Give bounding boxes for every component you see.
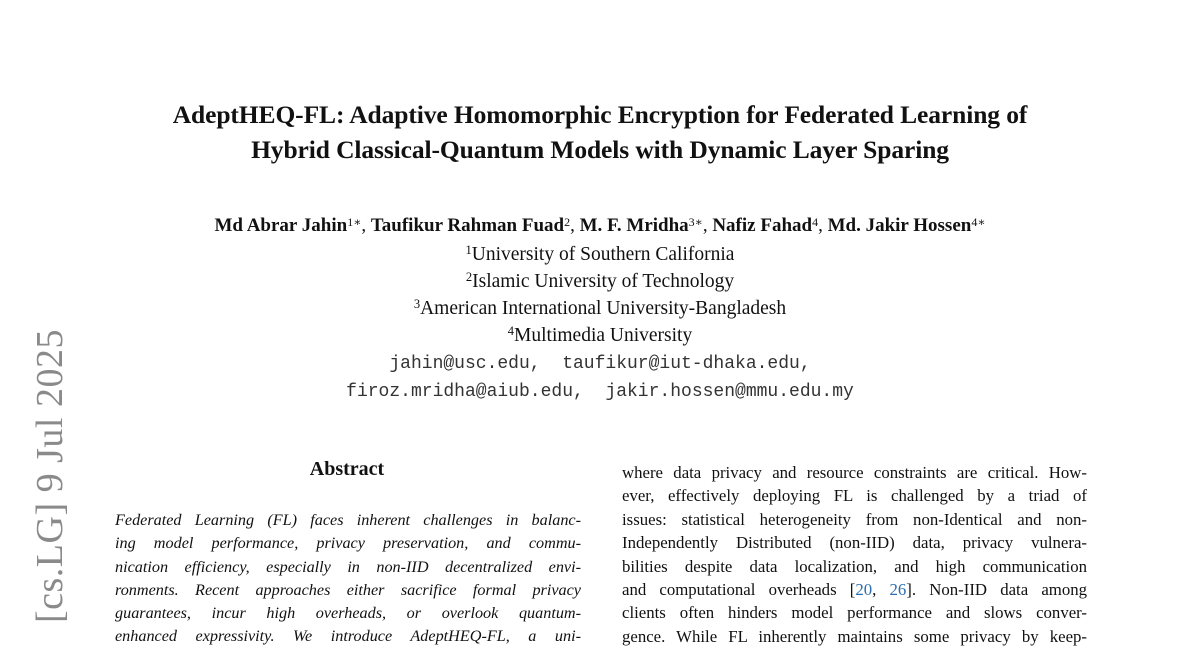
author: M. F. Mridha$^{3∗}$, — [579, 215, 713, 236]
citation-link[interactable]: 20 — [855, 580, 873, 600]
email-line: jahin@usc.edu, taufikur@iut-dhaka.edu, — [389, 354, 811, 374]
body-line: Independently Distributed (non-IID) data, privacy vulnera- — [622, 533, 1087, 553]
body-line: issues: statistical heterogeneity from non-Identical and non- — [622, 509, 1087, 529]
abstract-line: ing model performance, privacy preservation, and commu- — [115, 534, 581, 553]
affiliation: $^2$Islamic University of Technology — [465, 270, 735, 292]
author: Md Abrar Jahin$^{1∗}$, — [214, 215, 371, 236]
affiliation: $^4$Multimedia University — [507, 324, 693, 346]
author: Md. Jakir Hossen$^{4∗}$ — [827, 215, 986, 236]
author-list — [0, 213, 1200, 239]
arxiv-stamp: [cs.LG] 9 Jul 2025 — [29, 329, 71, 623]
email-line: firoz.mridha@aiub.edu, jakir.hossen@mmu.edu.my — [346, 382, 854, 402]
affiliation: $^3$American International University-Bangladesh — [413, 297, 787, 319]
citation-link[interactable]: 26 — [889, 580, 907, 600]
title-line: Hybrid Classical-Quantum Models with Dynamic Layer Sparing — [251, 135, 949, 164]
abstract-body — [115, 509, 581, 649]
abstract-line: nication efficiency, especially in non-IID decentralized envi- — [115, 557, 581, 576]
abstract-line: enhanced expressivity. We introduce AdeptHEQ-FL, a uni- — [115, 627, 581, 646]
abstract-line: Federated Learning (FL) faces inherent challenges in balanc- — [115, 511, 581, 529]
introduction-body — [622, 461, 1087, 648]
body-line: ever, effectively deploying FL is challenged by a triad of — [622, 486, 1087, 506]
body-line: and computational overheads [20, 26]. Non-IID data among — [622, 580, 1087, 600]
abstract-heading: Abstract — [309, 458, 385, 480]
abstract-line: ronments. Recent approaches either sacrifice formal privacy — [115, 580, 581, 599]
body-line: gence. While FL inherently maintains some privacy by keep- — [622, 626, 1087, 646]
paper-title — [0, 97, 1200, 167]
body-line: bilities despite data localization, and high communication — [622, 556, 1087, 576]
body-line: where data privacy and resource constraints are critical. How- — [622, 463, 1087, 482]
abstract-line: guarantees, incur high overheads, or overlook quantum- — [115, 604, 581, 623]
title-line: AdeptHEQ-FL: Adaptive Homomorphic Encryption for Federated Learning of — [172, 100, 1028, 129]
author: Nafiz Fahad$^4$, — [712, 215, 828, 236]
affiliation: $^1$University of Southern California — [465, 243, 735, 265]
body-line: clients often hinders model performance and slows conver- — [622, 603, 1087, 623]
author: Taufikur Rahman Fuad$^2$, — [370, 215, 580, 236]
